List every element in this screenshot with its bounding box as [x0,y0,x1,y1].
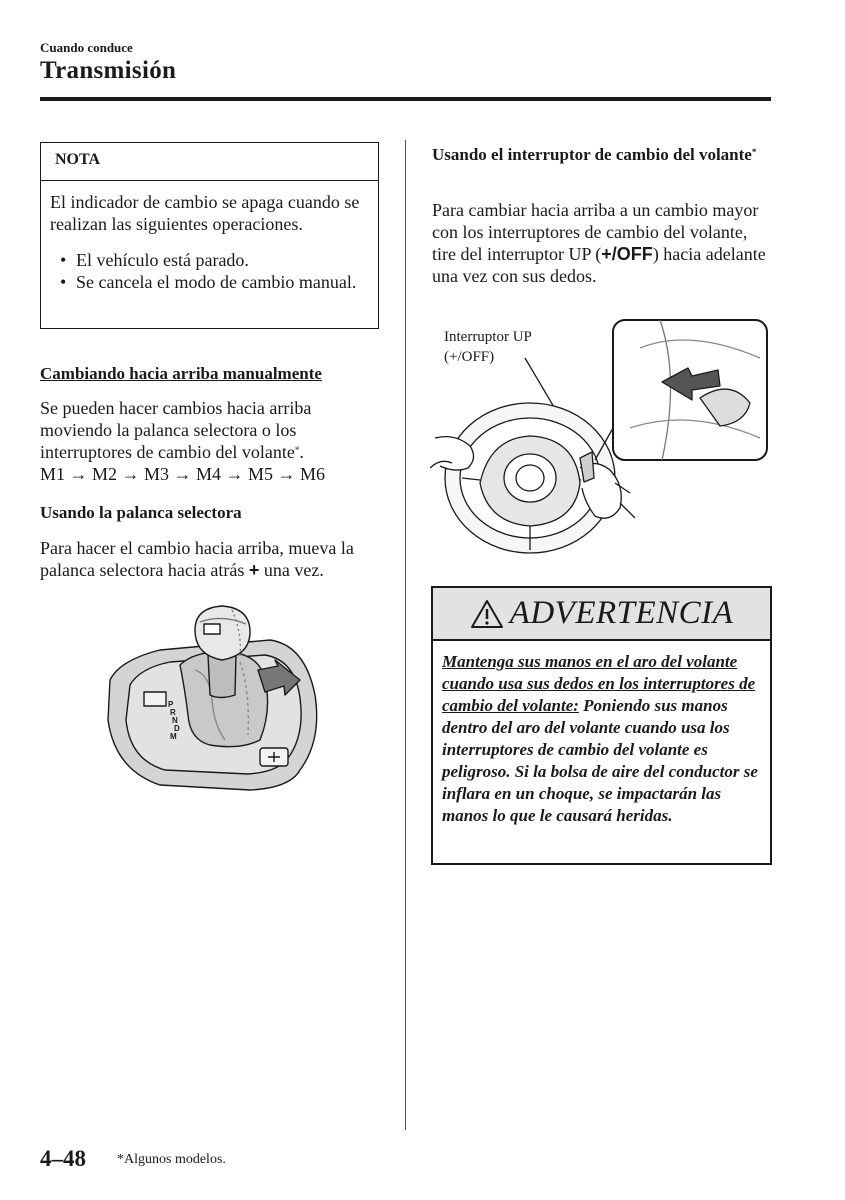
heading-manual-upshift: Cambiando hacia arriba manualmente [40,364,322,383]
note-body [41,181,378,293]
warning-header [433,588,770,641]
footnote: *Algunos modelos. [117,1152,226,1167]
selector-label: D [174,724,180,733]
selector-label: N [172,716,178,725]
steering-wheel-illustration [430,318,772,568]
list-item: • El vehículo está parado. [60,250,249,270]
selector-label: R [170,708,176,717]
warning-box [431,586,772,865]
warning-lead: Mantenga sus manos en el aro del volante cuando usa sus dedos en los interruptores de cambio del volante: [442,652,756,715]
column-divider [405,140,406,1130]
warning-body [433,641,770,827]
heading-selector-lever: Usando la palanca selectora [40,503,242,522]
page-number: 4–48 [40,1146,86,1171]
title-rule [40,97,771,101]
warning-triangle-icon [470,599,504,629]
paragraph-upshift: Se pueden hacer cambios hacia arriba moviendo la palanca selectora o los interruptores de cambio del volante*. [40,398,312,462]
note-box [40,142,379,329]
figure-label: Interruptor UP (+/OFF) [444,329,532,365]
note-heading: NOTA [41,143,378,181]
paragraph-steering-switch: Para cambiar hacia arriba a un cambio mayor con los interruptores de cambio del volante, tire del interruptor UP (+/OFF) hacia adelante una vez con sus dedos. [432,200,766,286]
warning-text: Poniendo sus manos dentro del aro del volante cuando usa los interruptores de cambio del volante es peligroso. Si la bolsa de aire del conductor se inflara en un choque, se impactarán las manos lo que le causará heridas. [442,696,758,825]
paragraph-selector-lever: Para hacer el cambio hacia arriba, mueva la palanca selectora hacia atrás + una vez. [40,538,354,580]
page-title: Transmisión [40,57,177,84]
list-item: • Se cancela el modo de cambio manual. [60,272,357,292]
heading-steering-switch: Usando el interruptor de cambio del volante* [432,145,757,164]
selector-label: P [168,700,174,709]
warning-title: ADVERTENCIA [509,595,734,631]
section-label: Cuando conduce [40,40,133,55]
selector-label: M [170,732,177,741]
gear-sequence: M1 → M2 → M3 → M4 → M5 → M6 [40,464,326,484]
note-list [50,249,368,293]
note-text: El indicador de cambio se apaga cuando se realizan las siguientes operaciones. [50,192,360,234]
shift-lever-illustration [100,600,340,805]
